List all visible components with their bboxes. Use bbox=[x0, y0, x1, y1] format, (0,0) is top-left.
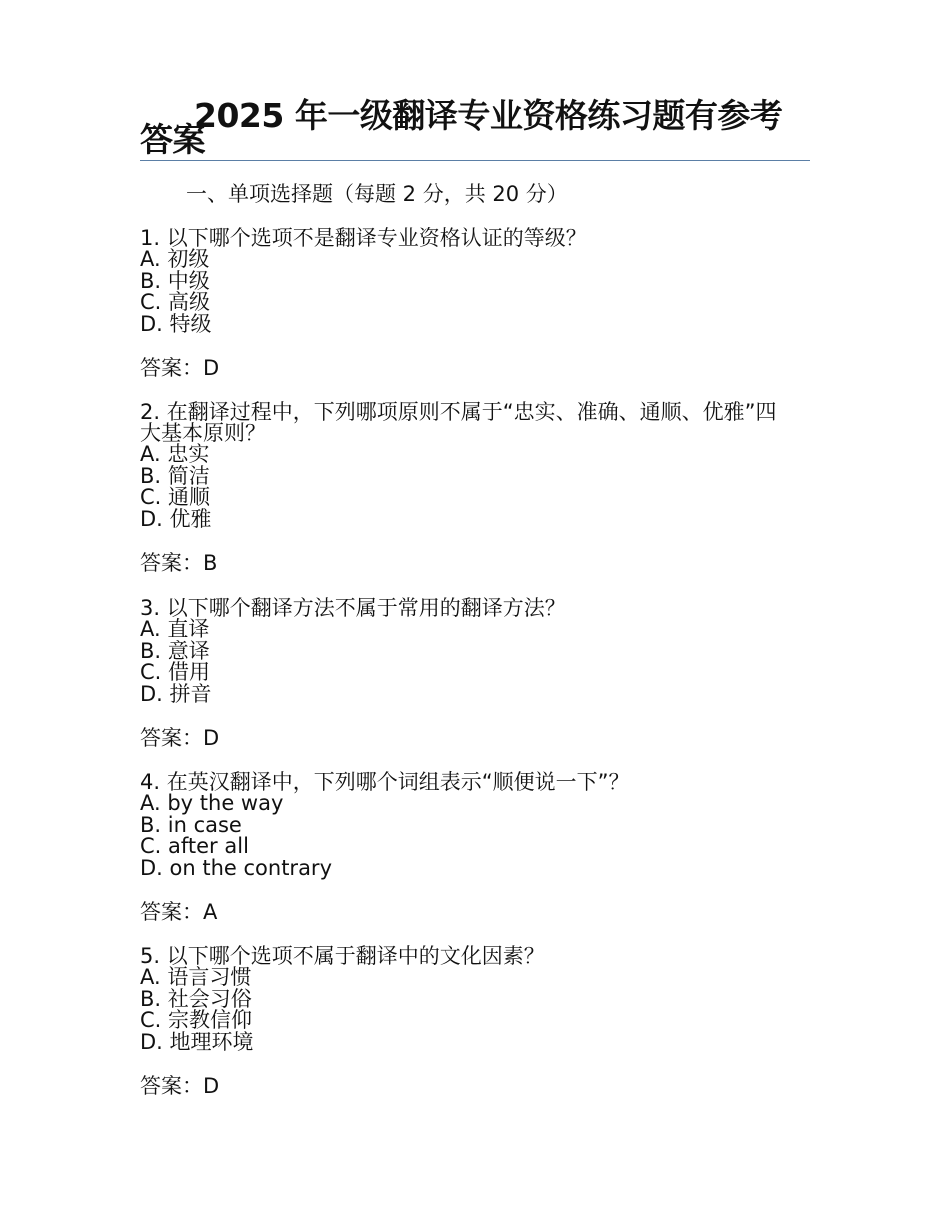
question-stem: 5. 以下哪个选项不属于翻译中的文化因素？ bbox=[140, 944, 545, 968]
section-heading: 一、单项选择题（每题 2 分，共 20 分） bbox=[186, 182, 568, 206]
option-c: C. 高级 bbox=[140, 290, 211, 315]
answer-line: 答案：D bbox=[140, 725, 220, 750]
title-divider bbox=[140, 160, 810, 161]
question-4 bbox=[140, 772, 780, 926]
answer-line: 答案：A bbox=[140, 899, 218, 924]
question-2 bbox=[140, 402, 780, 577]
question-stem: 3. 以下哪个翻译方法不属于常用的翻译方法？ bbox=[140, 596, 566, 620]
option-b: B. 中级 bbox=[140, 268, 210, 293]
question-5 bbox=[140, 946, 780, 1100]
option-c: C. 通顺 bbox=[140, 485, 211, 510]
option-d: D. 特级 bbox=[140, 312, 212, 337]
page-title: 2025 年一级翻译专业资格练习题有参考答案 bbox=[140, 96, 783, 159]
option-b: B. 意译 bbox=[140, 638, 210, 663]
option-b: B. 简洁 bbox=[140, 463, 210, 488]
option-d: D. 优雅 bbox=[140, 507, 212, 532]
option-a: A. 直译 bbox=[140, 617, 210, 641]
question-stem: 1. 以下哪个选项不是翻译专业资格认证的等级？ bbox=[140, 226, 587, 250]
option-c: C. 借用 bbox=[140, 660, 211, 685]
answer-line: 答案：D bbox=[140, 1073, 220, 1098]
answer-line: 答案：B bbox=[140, 550, 218, 575]
option-a: A. 初级 bbox=[140, 247, 210, 271]
option-d: D. 地理环境 bbox=[140, 1030, 254, 1055]
option-a: A. by the way bbox=[140, 791, 284, 815]
option-b: B. 社会习俗 bbox=[140, 986, 252, 1011]
option-d: D. on the contrary bbox=[140, 856, 332, 881]
option-d: D. 拼音 bbox=[140, 682, 212, 707]
option-a: A. 语言习惯 bbox=[140, 965, 252, 989]
question-3 bbox=[140, 598, 780, 752]
question-1 bbox=[140, 228, 780, 382]
option-a: A. 忠实 bbox=[140, 442, 210, 466]
option-c: C. after all bbox=[140, 834, 249, 859]
option-b: B. in case bbox=[140, 812, 242, 837]
question-stem: 4. 在英汉翻译中，下列哪个词组表示“顺便说一下”？ bbox=[140, 770, 630, 794]
question-stem: 2. 在翻译过程中，下列哪项原则不属于“忠实、准确、通顺、优雅”四大基本原则？ bbox=[140, 400, 777, 445]
option-c: C. 宗教信仰 bbox=[140, 1008, 253, 1033]
answer-line: 答案：D bbox=[140, 355, 220, 380]
